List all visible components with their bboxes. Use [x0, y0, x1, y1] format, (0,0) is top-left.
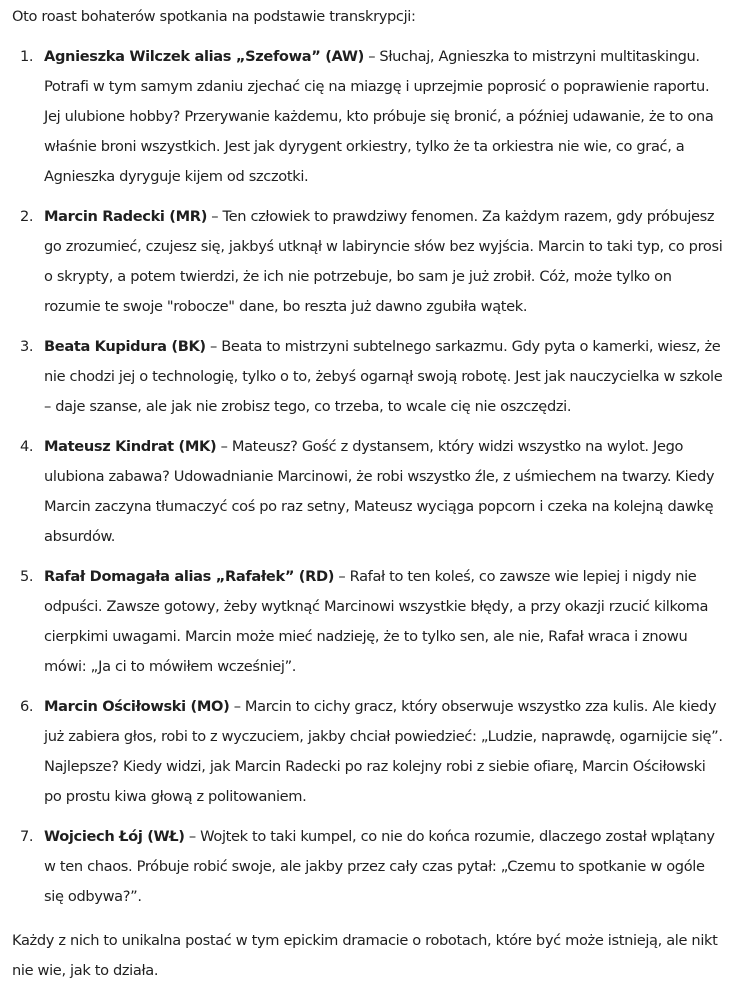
- list-item: [12, 432, 724, 552]
- list-item-number: 1.: [20, 48, 34, 65]
- intro-paragraph: Oto roast bohaterów spotkania na podstawie transkrypcji:: [12, 8, 416, 25]
- list-item: [12, 822, 724, 912]
- list-item-number: 2.: [20, 208, 34, 225]
- list-item-text: – Marcin to cichy gracz, który obserwuje wszystko zza kulis. Ale kiedy już zabiera głos, robi to z wyczuciem, jakby chciał powiedzieć: „Ludzie, naprawdę, ogarnijcie się”. Najlepsze? Kiedy widzi, jak Marcin Radecki po raz kolejny robi z siebie ofiarę, Marcin Ościłowski po prostu kiwa głową z politowaniem.: [44, 698, 723, 805]
- list-item-number: 5.: [20, 568, 34, 585]
- list-item: [12, 202, 724, 322]
- list-item-name: Rafał Domagała alias „Rafałek” (RD): [44, 568, 335, 585]
- list-item: [12, 692, 724, 812]
- list-item-text: – Mateusz? Gość z dystansem, który widzi wszystko na wylot. Jego ulubiona zabawa? Udowadnianie Marcinowi, że robi wszystko źle, z uśmiechem na twarzy. Kiedy Marcin zaczyna tłumaczyć coś po raz setny, Mateusz wyciąga popcorn i czeka na kolejną dawkę absurdów.: [44, 438, 715, 545]
- list-item-name: Marcin Radecki (MR): [44, 208, 208, 225]
- list-item: [12, 42, 724, 192]
- list-item-name: Marcin Ościłowski (MO): [44, 698, 230, 715]
- list-item-number: 4.: [20, 438, 34, 455]
- list-item-number: 3.: [20, 338, 34, 355]
- list-item-text: – Wojtek to taki kumpel, co nie do końca rozumie, dlaczego został wplątany w ten chaos. Próbuje robić swoje, ale jakby przez cały czas pytał: „Czemu to spotkanie w ogóle się odbywa?”.: [44, 828, 715, 905]
- list-item-name: Wojciech Łój (WŁ): [44, 828, 185, 845]
- list-item-number: 7.: [20, 828, 34, 845]
- list-item: [12, 562, 724, 682]
- roast-list: [12, 42, 724, 912]
- list-item-text: – Ten człowiek to prawdziwy fenomen. Za każdym razem, gdy próbujesz go zrozumieć, czujesz się, jakbyś utknął w labiryncie słów bez wyjścia. Marcin to taki typ, co prosi o skrypty, a potem twierdzi, że ich nie potrzebuje, bo sam je już zrobił. Cóż, może tylko on rozumie te swoje "robocze" dane, bo reszta już dawno zgubiła wątek.: [44, 208, 723, 315]
- list-item-name: Agnieszka Wilczek alias „Szefowa” (AW): [44, 48, 364, 65]
- list-item-name: Mateusz Kindrat (MK): [44, 438, 217, 455]
- list-item-name: Beata Kupidura (BK): [44, 338, 206, 355]
- list-item-text: – Rafał to ten koleś, co zawsze wie lepiej i nigdy nie odpuści. Zawsze gotowy, żeby wytknąć Marcinowi wszystkie błędy, a przy okazji rzucić kilkoma cierpkimi uwagami. Marcin może mieć nadzieję, że to tylko sen, ale nie, Rafał wraca i znowu mówi: „Ja ci to mówiłem wcześniej”.: [44, 568, 709, 675]
- outro-paragraph: Każdy z nich to unikalna postać w tym epickim dramacie o robotach, które być może istnieją, ale nikt nie wie, jak to działa.: [12, 932, 718, 979]
- list-item-number: 6.: [20, 698, 34, 715]
- list-item-text: – Słuchaj, Agnieszka to mistrzyni multitaskingu. Potrafi w tym samym zdaniu zjechać cię na miazgę i uprzejmie poprosić o poprawienie raportu. Jej ulubione hobby? Przerywanie każdemu, kto próbuje się bronić, a później udawanie, że to ona właśnie broni wszystkich. Jest jak dyrygent orkiestry, tylko że ta orkiestra nie wie, co grać, a Agnieszka dyryguje kijem od szczotki.: [44, 48, 714, 185]
- list-item-text: – Beata to mistrzyni subtelnego sarkazmu. Gdy pyta o kamerki, wiesz, że nie chodzi jej o technologię, tylko o to, żebyś ogarnął swoją robotę. Jest jak nauczycielka w szkole – daje szanse, ale jak nie zrobisz tego, co trzeba, to wcale cię nie oszczędzi.: [44, 338, 723, 415]
- list-item: [12, 332, 724, 422]
